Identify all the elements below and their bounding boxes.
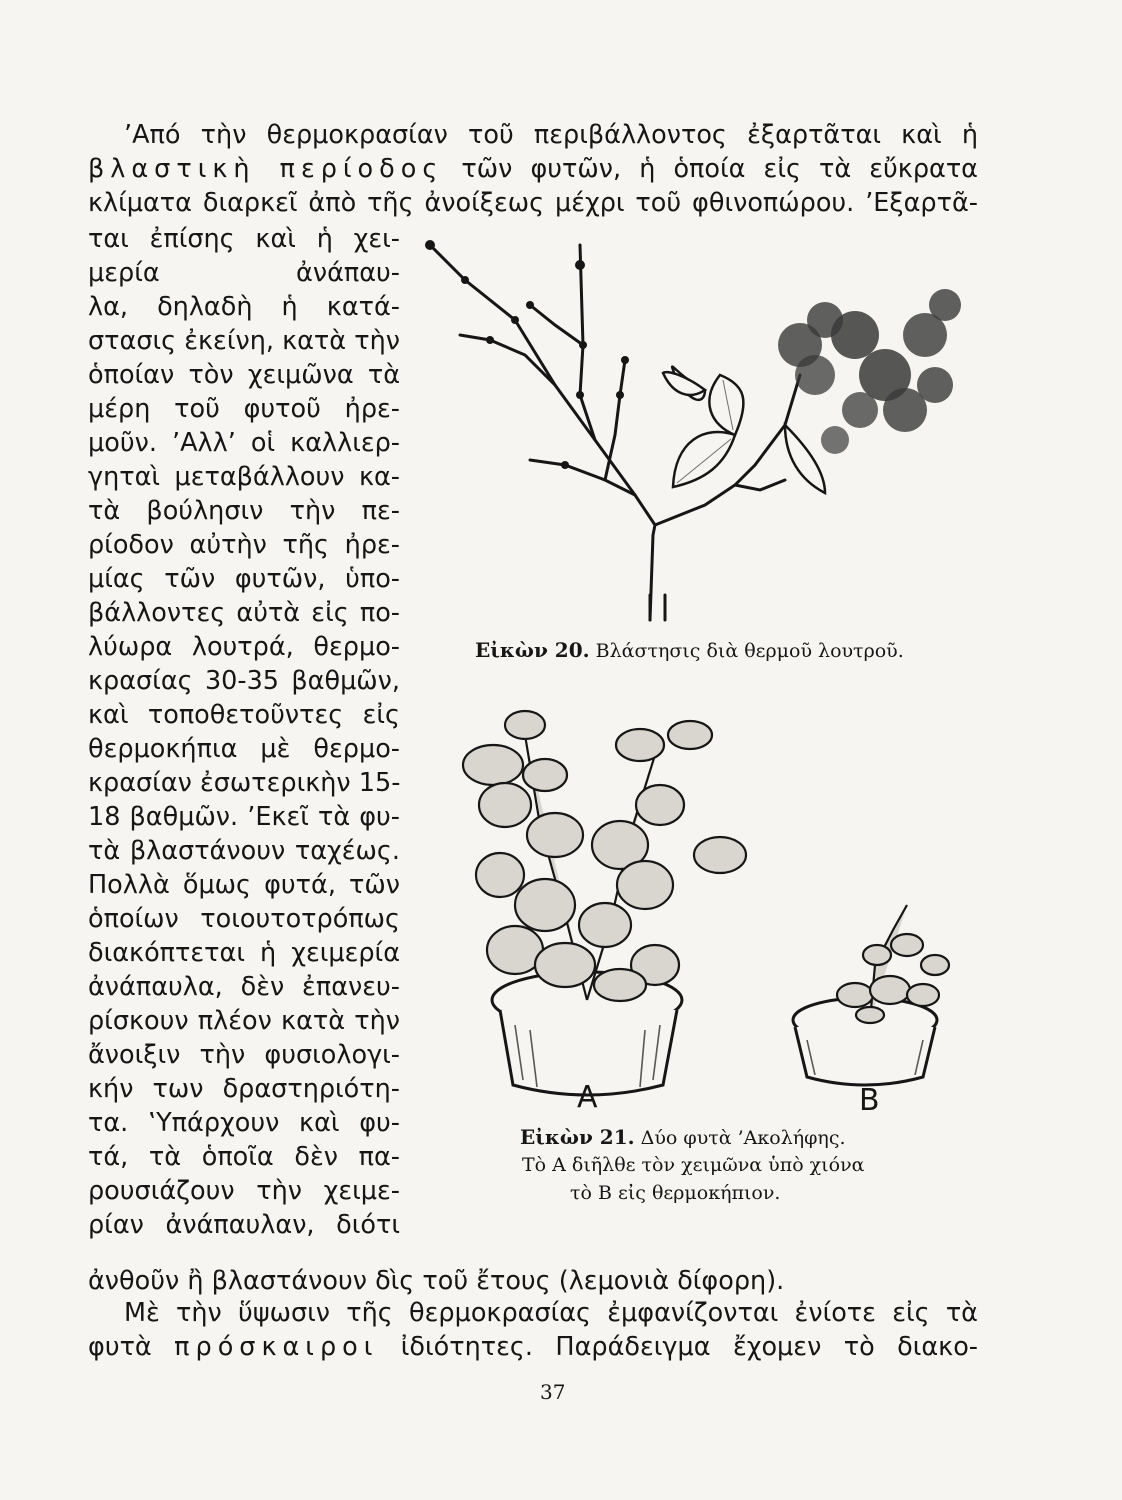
column-line: ται ἐπίσης καὶ ἡ χει- xyxy=(88,224,400,254)
pot-b-label: B xyxy=(859,1083,880,1115)
column-line: ρίαν ἀνάπαυλαν, διότι xyxy=(88,1210,400,1240)
column-line: θερμοκήπια μὲ θερμο- xyxy=(88,734,400,764)
column-line: ὁποίων τοιουτοτρόπως xyxy=(88,904,400,934)
column-line: λα, δηλαδὴ ἡ κατά- xyxy=(88,292,400,322)
column-line: τὰ βλαστάνουν ταχέως. xyxy=(88,836,400,866)
column-line: τὰ βούλησιν τὴν πε- xyxy=(88,496,400,526)
column-line: τά, τὰ ὁποῖα δὲν πα- xyxy=(88,1142,400,1172)
column-line: μίας τῶν φυτῶν, ὑπο- xyxy=(88,564,400,594)
line-text: ’Από τὴν θερμοκρασίαν τοῦ περιβάλλοντος ἐξαρτᾶται καὶ ἡ xyxy=(124,120,978,150)
column-line: ἀνάπαυλα, δὲν ἐπανευ- xyxy=(88,972,400,1002)
column-line: ρίοδον αὐτὴν τῆς ἠρε- xyxy=(88,530,400,560)
figure-21-caption-line-1 xyxy=(520,1124,846,1151)
column-line: λύωρα λουτρά, θερμο- xyxy=(88,632,400,662)
column-line: μέρη τοῦ φυτοῦ ἠρε- xyxy=(88,394,400,424)
line-text: φυτὰ xyxy=(88,1332,175,1362)
column-line: κρασίας 30-35 βαθμῶν, xyxy=(88,666,400,696)
column-line: διακόπτεται ἡ χειμερία xyxy=(88,938,400,968)
column-line: καὶ τοποθετοῦντες εἰς xyxy=(88,700,400,730)
paragraph-line-bottom-1 xyxy=(124,1296,978,1330)
paragraph-line-1 xyxy=(124,118,978,152)
column-line: ὁποίαν τὸν χειμῶνα τὰ xyxy=(88,360,400,390)
figure-21-caption-text: Δύο φυτὰ ’Ακολήφης. xyxy=(640,1127,846,1149)
paragraph-line-bottom-2 xyxy=(88,1330,978,1364)
column-line: μοῦν. ’Αλλ’ οἱ καλλιερ- xyxy=(88,428,400,458)
column-last-line: ἀνθοῦν ἢ βλαστάνουν δὶς τοῦ ἔτους (λεμονιὰ δίφορη). xyxy=(88,1266,785,1296)
plant-a-foliage xyxy=(463,711,746,1001)
figure-20-number: Εἰκὼν 20. xyxy=(475,638,590,662)
column-line: ἄνοιξιν τὴν φυσιολογι- xyxy=(88,1040,400,1070)
line-text: κλίματα διαρκεῖ ἀπὸ τῆς ἀνοίξεως μέχρι τοῦ φθινοπώρου. ’Εξαρτᾶ- xyxy=(88,188,978,218)
column-line: 18 βαθμῶν. ’Εκεῖ τὰ φυ- xyxy=(88,802,400,832)
emphasized-term: πρόσκαιροι xyxy=(174,1332,379,1362)
column-line: μερία ἀνάπαυ- xyxy=(88,258,400,288)
page-number: 37 xyxy=(540,1380,566,1404)
column-line: κήν των δραστηριότη- xyxy=(88,1074,400,1104)
figure-21-caption-line-2: Τὸ Α διῆλθε τὸν χειμῶνα ὑπὸ χιόνα xyxy=(522,1154,865,1176)
figure-21-caption-line-3: τὸ Β εἰς θερμοκήπιον. xyxy=(570,1182,781,1204)
emphasized-term: βλαστικὴ περίοδος xyxy=(88,154,444,184)
paragraph-line-3 xyxy=(88,186,978,220)
figure-20-caption-text: Βλάστησις διὰ θερμοῦ λουτροῦ. xyxy=(595,640,904,662)
line-text: τῶν φυτῶν, ἡ ὁποία εἰς τὰ εὔκρατα xyxy=(443,154,978,184)
column-line: γηταὶ μεταβάλλουν κα- xyxy=(88,462,400,492)
column-line: Πολλὰ ὅμως φυτά, τῶν xyxy=(88,870,400,900)
figure-20-caption xyxy=(475,637,904,664)
figure-21-plants-illustration xyxy=(445,695,965,1115)
column-line: κρασίαν ἐσωτερικὴν 15- xyxy=(88,768,400,798)
line-text: Μὲ τὴν ὕψωσιν τῆς θερμοκρασίας ἐμφανίζονται ἐνίοτε εἰς τὰ xyxy=(124,1298,978,1328)
column-line: ρίσκουν πλέον κατὰ τὴν xyxy=(88,1006,400,1036)
figure-21-number: Εἰκὼν 21. xyxy=(520,1125,635,1149)
column-line: τα. ‛Υπάρχουν καὶ φυ- xyxy=(88,1108,400,1138)
text-column xyxy=(88,222,400,1242)
line-text: ἰδιότητες. Παράδειγμα ἔχομεν τὸ διακο- xyxy=(378,1332,978,1362)
column-line: ρουσιάζουν τὴν χειμε- xyxy=(88,1176,400,1206)
pot-a-label: A xyxy=(577,1080,598,1115)
column-line: στασις ἐκείνη, κατὰ τὴν xyxy=(88,326,400,356)
column-line: βάλλοντες αὐτὰ εἰς πο- xyxy=(88,598,400,628)
paragraph-line-2 xyxy=(88,152,978,186)
figure-20-branch-illustration xyxy=(405,225,985,635)
